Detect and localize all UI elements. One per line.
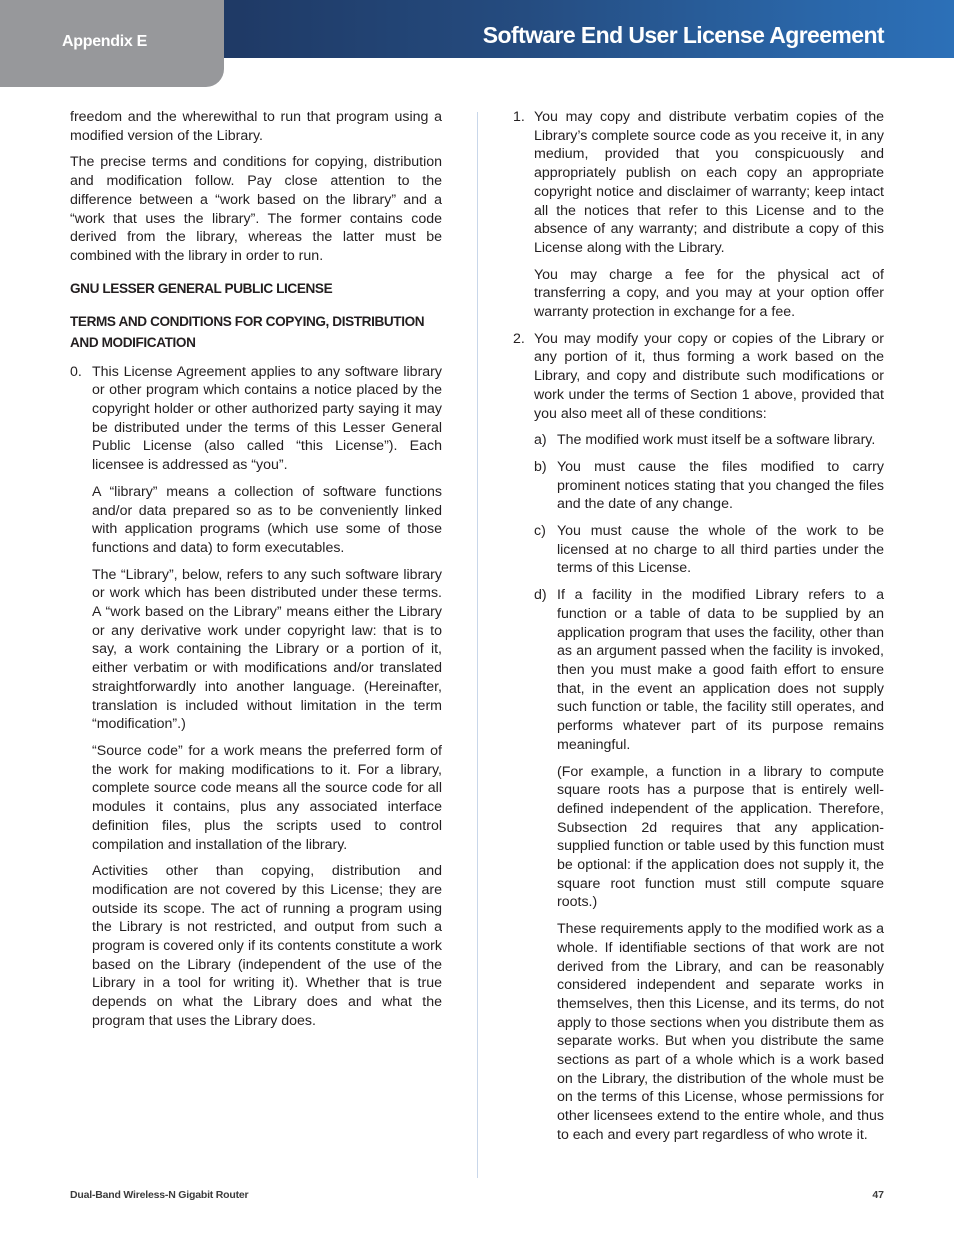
condition-label: b) xyxy=(534,458,547,475)
section-number: 0. xyxy=(70,363,82,380)
condition-d xyxy=(534,586,884,1144)
footer-product-name: Dual-Band Wireless-N Gigabit Router xyxy=(70,1189,249,1201)
section-number: 2. xyxy=(513,330,525,347)
page-title: Software End User License Agreement xyxy=(482,22,884,48)
paragraph: You may copy and distribute verbatim copies of the Library’s complete source code as you receive it, in any medium, provided that you conspicuously and appropriately publish on each copy an appropriate copyright notice and disclaimer of warranty; keep intact all the notices that refer to this License and to the absence of any warranty; and distribute a copy of this License along with the Library. xyxy=(534,109,884,256)
condition-b xyxy=(534,458,884,514)
condition-text: You must cause the files modified to carry prominent notices stating that you changed the files and the date of any change. xyxy=(557,458,884,513)
condition-text: If a facility in the modified Library refers to a function or a table of data to be supplied by an application program that uses the facility, other than as an argument passed when the facility is invoked, then you must make a good faith effort to ensure that, in the event an application does not supply such function or table, the facility still operates, and performs whatever part of its purpose remains meaningful. xyxy=(557,587,884,753)
section-1 xyxy=(513,108,884,322)
section-2 xyxy=(513,330,884,1145)
condition-c xyxy=(534,522,884,578)
requirements-paragraph: These requirements apply to the modified work as a whole. If identifiable sections of that work are not derived from the Library, and can be reasonably considered independent and separate works in themselves, then this License, and its terms, do not apply to those sections when you distribute them as separate works. But when you distribute the same sections as part of a whole which is a work based on the Library, the distribution of the whole must be on the terms of this License, whose permissions for other licensees extend to the entire whole, and thus to each and every part regardless of who wrote it. xyxy=(557,921,884,1143)
condition-label: d) xyxy=(534,587,547,604)
condition-text: You must cause the whole of the work to be licensed at no charge to all third parties under the terms of this License. xyxy=(557,523,884,577)
paragraph: You may charge a fee for the physical act of transferring a copy, and you may at your option offer warranty protection in exchange for a fee. xyxy=(534,266,884,321)
condition-label: c) xyxy=(534,523,546,540)
right-column xyxy=(513,108,884,1153)
left-column xyxy=(70,108,442,1039)
intro-terms: The precise terms and conditions for copying, distribution and modification follow. Pay close attention to the difference between a “work based on the library” and a “work that uses the library”. The former contains code derived from the library, whereas the latter must be combined with the library in order to run. xyxy=(70,154,442,264)
terms-heading: TERMS AND CONDITIONS FOR COPYING, DISTRIBUTION AND MODIFICATION xyxy=(70,313,425,350)
section-label: Appendix E xyxy=(62,33,148,50)
paragraph: The “Library”, below, refers to any such software library or work which has been distributed under these terms. A “work based on the Library” means either the Library or any derivative work under copyright law: that is to say, a work containing the Library or a portion of it, either verbatim or with modifications and/or translated straightforwardly into another language. (Hereinafter, translation is included without limitation in the term “modification”.) xyxy=(92,566,442,733)
column-divider xyxy=(477,112,478,1178)
section-0 xyxy=(70,363,442,1031)
paragraph: This License Agreement applies to any software library or other program which contains a notice placed by the copyright holder or other authorized party saying it may be distributed under the terms of this Lesser General Public License (also called “this License”). Each licensee is addressed as “you”. xyxy=(92,363,442,474)
example-paragraph: (For example, a function in a library to compute square roots has a purpose that is entirely well-defined independent of the application. Therefore, Subsection 2d requires that any application-supplied function or table used by this function must be optional: if the application does not supply it, the square root function must still compute square roots.) xyxy=(557,763,884,911)
paragraph: “Source code” for a work means the preferred form of the work for making modifications to it. For a library, complete source code means all the source code for all modules it contains, plus any associated interface definition files, plus the scripts used to control compilation and installation of the library. xyxy=(92,742,442,853)
paragraph: A “library” means a collection of software functions and/or data prepared so as to be conveniently linked with application programs (which use some of those functions and data) to form executables. xyxy=(92,483,442,556)
condition-text: The modified work must itself be a software library. xyxy=(557,432,876,449)
condition-label: a) xyxy=(534,432,547,449)
appendix-tab xyxy=(0,0,224,87)
paragraph: You may modify your copy or copies of the Library or any portion of it, thus forming a work based on the Library, and copy and distribute such modifications or work under the terms of Section 1 above, provided that you also meet all of these conditions: xyxy=(534,330,884,422)
paragraph: Activities other than copying, distribution and modification are not covered by this License; they are outside its scope. The act of running a program using the Library is not restricted, and output from such a program is covered only if its contents constitute a work based on the Library (independent of the use of the Library in a tool for writing it). Whether that is true depends on what the Library does and what the program that uses the Library does. xyxy=(92,863,442,1029)
page-number: 47 xyxy=(872,1189,884,1201)
license-heading: GNU LESSER GENERAL PUBLIC LICENSE xyxy=(70,280,333,296)
condition-a xyxy=(534,431,884,450)
section-number: 1. xyxy=(513,109,525,125)
intro-continued: freedom and the wherewithal to run that program using a modified version of the Library. xyxy=(70,109,442,144)
